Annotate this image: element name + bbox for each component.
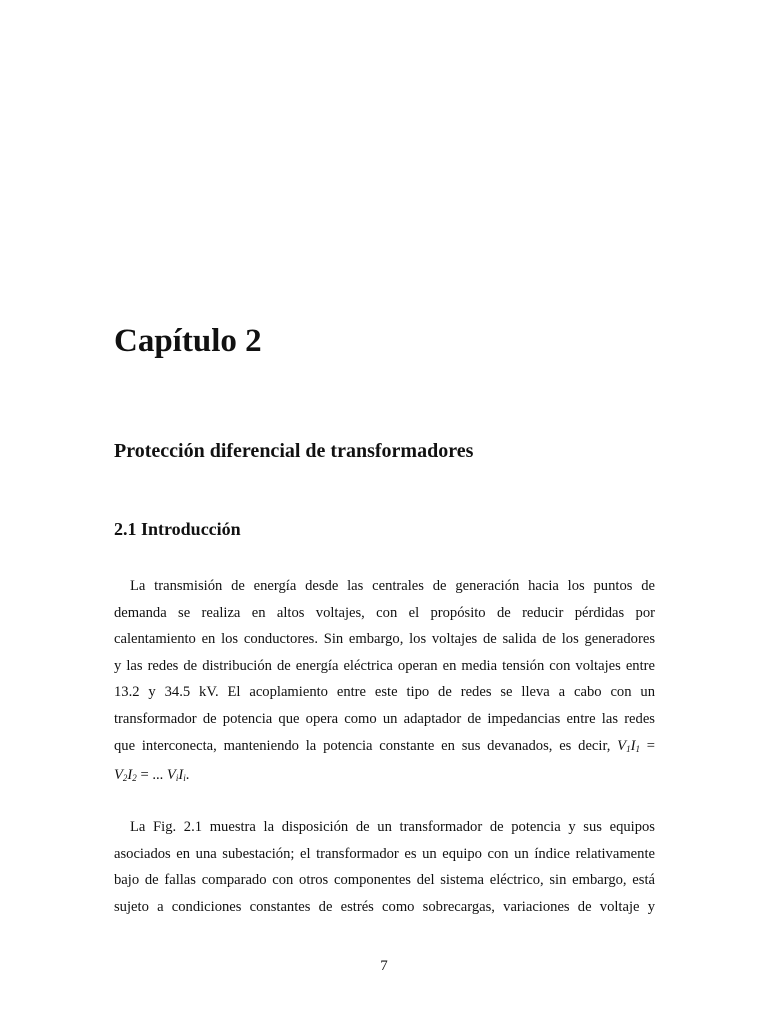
paragraph-line: sujeto a condiciones constantes de estrés como sobrecargas, variaciones de voltaje y bbox=[114, 898, 655, 915]
paragraph-line: y las redes de distribución de energía eléctrica operan en media tensión con voltajes entre bbox=[114, 657, 655, 674]
paragraph-fig-2-1 bbox=[114, 814, 655, 920]
paragraph-line-text: que interconecta, manteniendo la potencia constante en sus devanados, es decir, bbox=[114, 737, 611, 754]
section-title: Protección diferencial de transformadores bbox=[114, 440, 474, 462]
paragraph-line: La transmisión de energía desde las centrales de generación hacia los puntos de bbox=[130, 578, 655, 594]
chapter-title: Capítulo 2 bbox=[114, 323, 262, 359]
paragraph-line: asociados en una subestación; el transformador es un equipo con un índice relativamente bbox=[114, 845, 655, 862]
power-equation-part2: $V_2I_2$ = ... $V_iI_i$. bbox=[114, 767, 190, 784]
power-equation-part1: $V_1I_1$ = bbox=[617, 737, 655, 754]
paragraph-line: demanda se realiza en altos voltajes, con el propósito de reducir pérdidas por bbox=[114, 604, 655, 621]
paragraph-line: calentamiento en los conductores. Sin embargo, los voltajes de salida de los generadores bbox=[114, 631, 655, 648]
paragraph-line: bajo de fallas comparado con otros componentes del sistema eléctrico, sin embargo, está bbox=[114, 872, 655, 889]
page-number: 7 bbox=[380, 958, 388, 974]
paragraph-line: La Fig. 2.1 muestra la disposición de un transformador de potencia y sus equipos bbox=[130, 819, 655, 835]
paragraph-line: 13.2 y 34.5 kV. El acoplamiento entre este tipo de redes se lleva a cabo con un bbox=[114, 684, 655, 701]
paragraph-line: transformador de potencia que opera como un adaptador de impedancias entre las redes bbox=[114, 710, 655, 727]
paragraph-introduccion bbox=[114, 573, 655, 792]
subsection-title: 2.1 Introducción bbox=[114, 519, 241, 539]
paragraph-line-equation bbox=[114, 762, 655, 792]
paragraph-line-with-equation bbox=[114, 733, 655, 763]
